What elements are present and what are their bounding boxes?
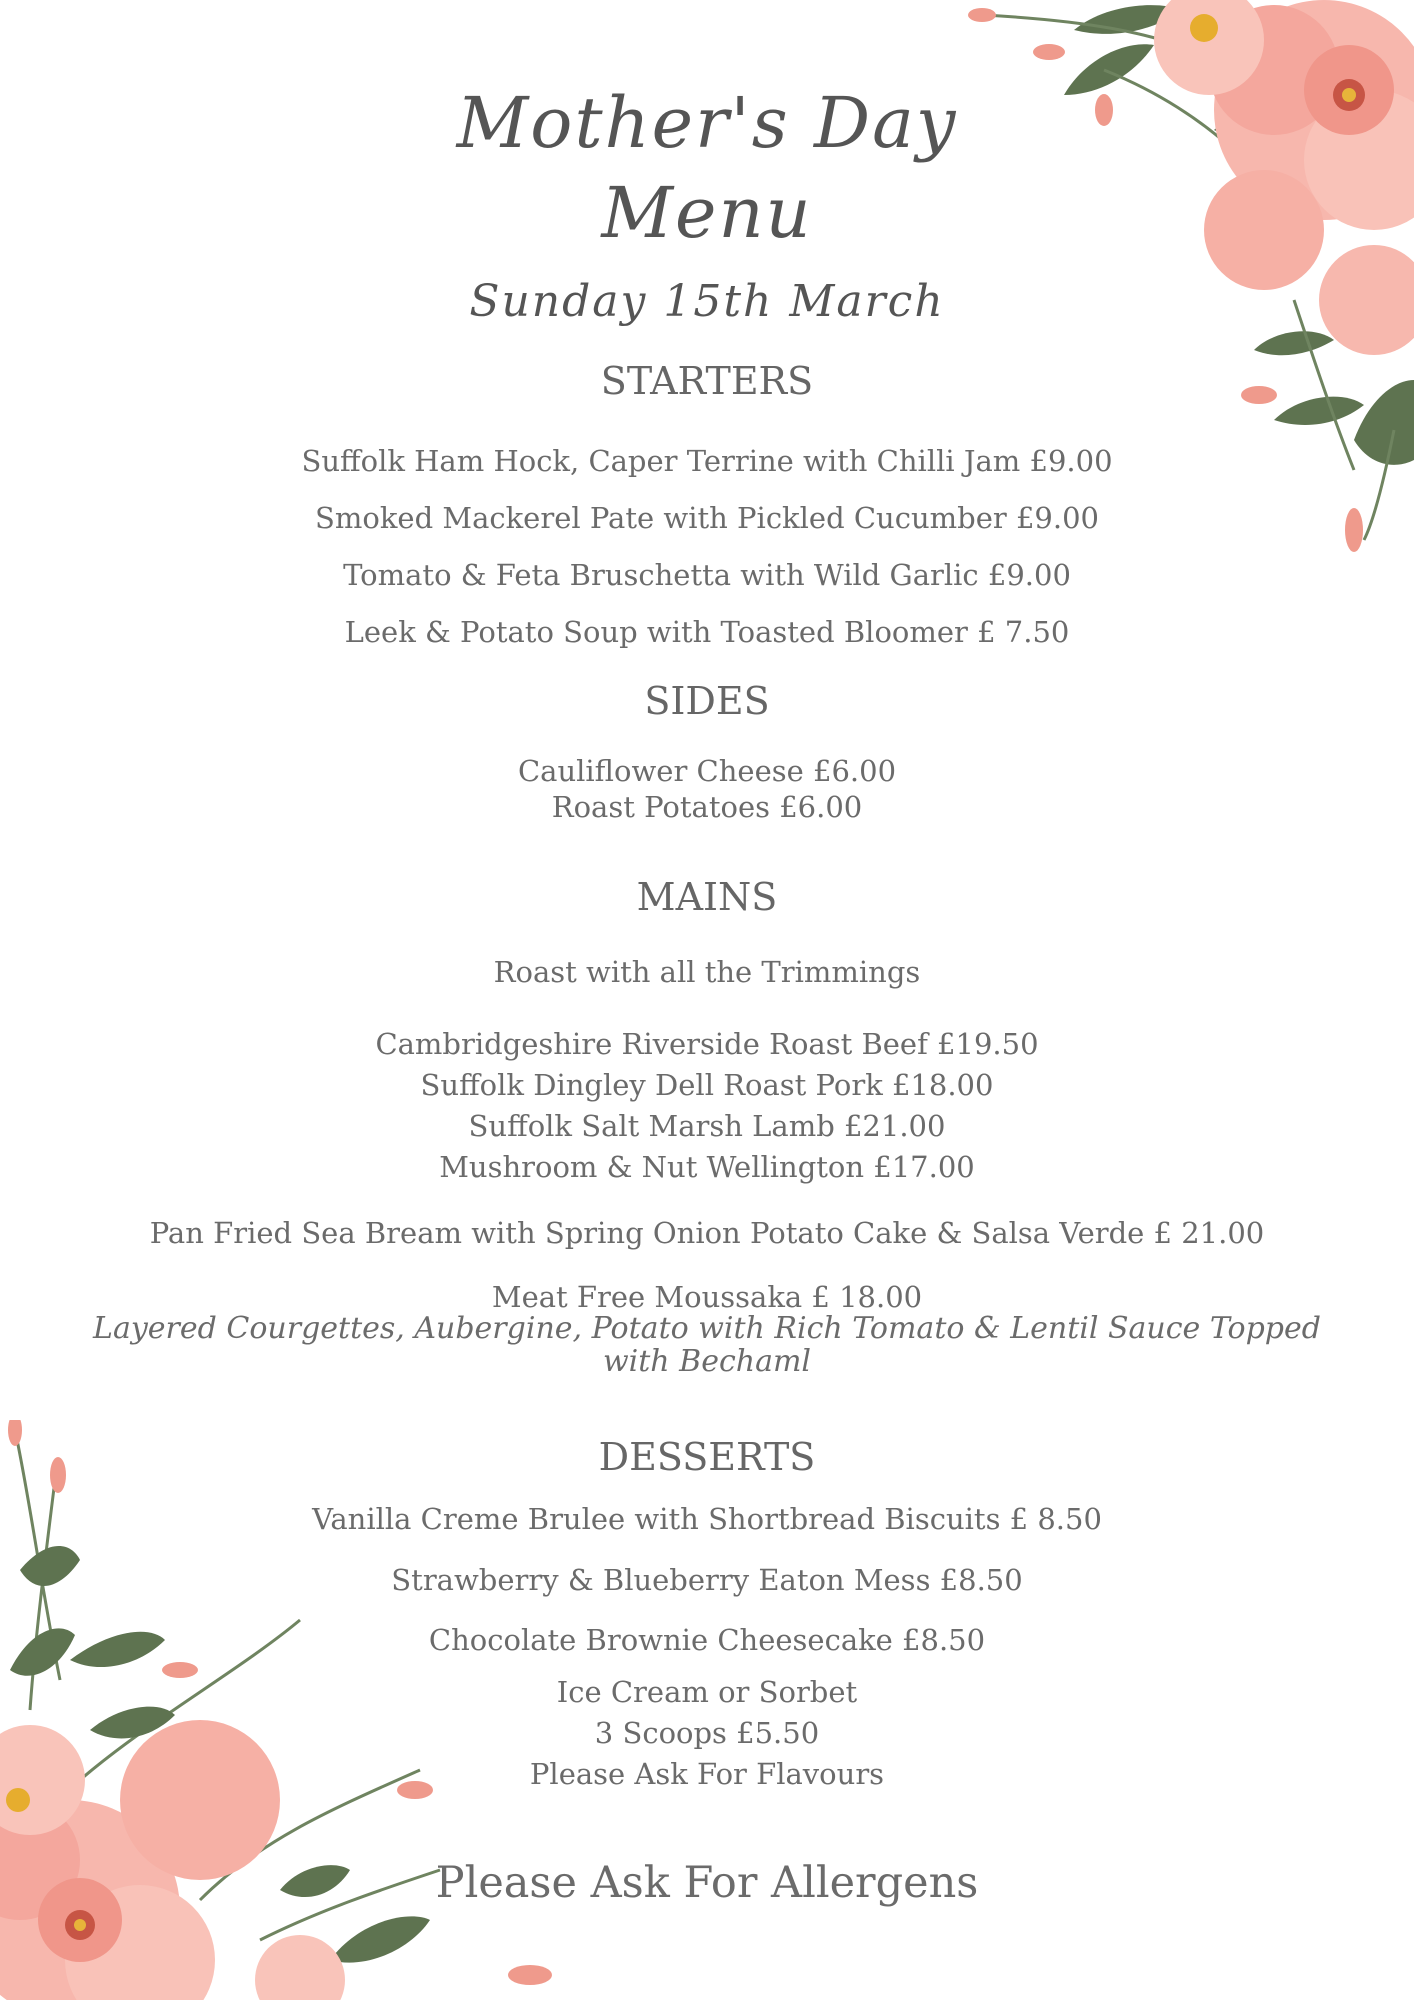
- menu-title-line1: Mother's Day: [456, 82, 958, 164]
- main-item-veg: Meat Free Moussaka £ 18.00: [491, 1280, 923, 1314]
- roast-item: Suffolk Dingley Dell Roast Pork £18.00: [420, 1068, 994, 1102]
- starter-item: Tomato & Feta Bruschetta with Wild Garlic £9.00: [343, 558, 1071, 592]
- mains-roast-intro: Roast with all the Trimmings: [493, 955, 921, 989]
- starters-heading: STARTERS: [600, 359, 814, 403]
- dessert-item: Chocolate Brownie Cheesecake £8.50: [428, 1623, 986, 1657]
- allergens-note: Please Ask For Allergens: [435, 1858, 979, 1908]
- side-item: Cauliflower Cheese £6.00: [517, 754, 897, 788]
- starter-item: Leek & Potato Soup with Toasted Bloomer £ 7.50: [344, 615, 1070, 649]
- roast-item: Cambridgeshire Riverside Roast Beef £19.50: [375, 1027, 1039, 1061]
- side-item: Roast Potatoes £6.00: [551, 790, 863, 824]
- menu-title-line2: Menu: [601, 172, 813, 254]
- menu-date: Sunday 15th March: [469, 276, 945, 327]
- dessert-ice-cream-note: Please Ask For Flavours: [529, 1757, 885, 1791]
- dessert-ice-cream: Ice Cream or Sorbet: [556, 1675, 858, 1709]
- starter-item: Suffolk Ham Hock, Caper Terrine with Chilli Jam £9.00: [301, 444, 1113, 478]
- main-item-veg-description: Layered Courgettes, Aubergine, Potato with Rich Tomato & Lentil Sauce Topped: [93, 1311, 1321, 1346]
- dessert-ice-cream-price: 3 Scoops £5.50: [594, 1716, 820, 1750]
- main-item-veg-description: with Bechaml: [602, 1344, 812, 1379]
- main-item-fish: Pan Fried Sea Bream with Spring Onion Potato Cake & Salsa Verde £ 21.00: [149, 1216, 1265, 1250]
- starter-item: Smoked Mackerel Pate with Pickled Cucumber £9.00: [315, 501, 1099, 535]
- roast-item: Mushroom & Nut Wellington £17.00: [439, 1150, 975, 1184]
- dessert-item: Vanilla Creme Brulee with Shortbread Biscuits £ 8.50: [312, 1502, 1102, 1536]
- sides-heading: SIDES: [644, 679, 770, 723]
- mains-heading: MAINS: [636, 875, 778, 919]
- dessert-item: Strawberry & Blueberry Eaton Mess £8.50: [391, 1563, 1023, 1597]
- roast-item: Suffolk Salt Marsh Lamb £21.00: [468, 1109, 946, 1143]
- desserts-heading: DESSERTS: [598, 1435, 816, 1479]
